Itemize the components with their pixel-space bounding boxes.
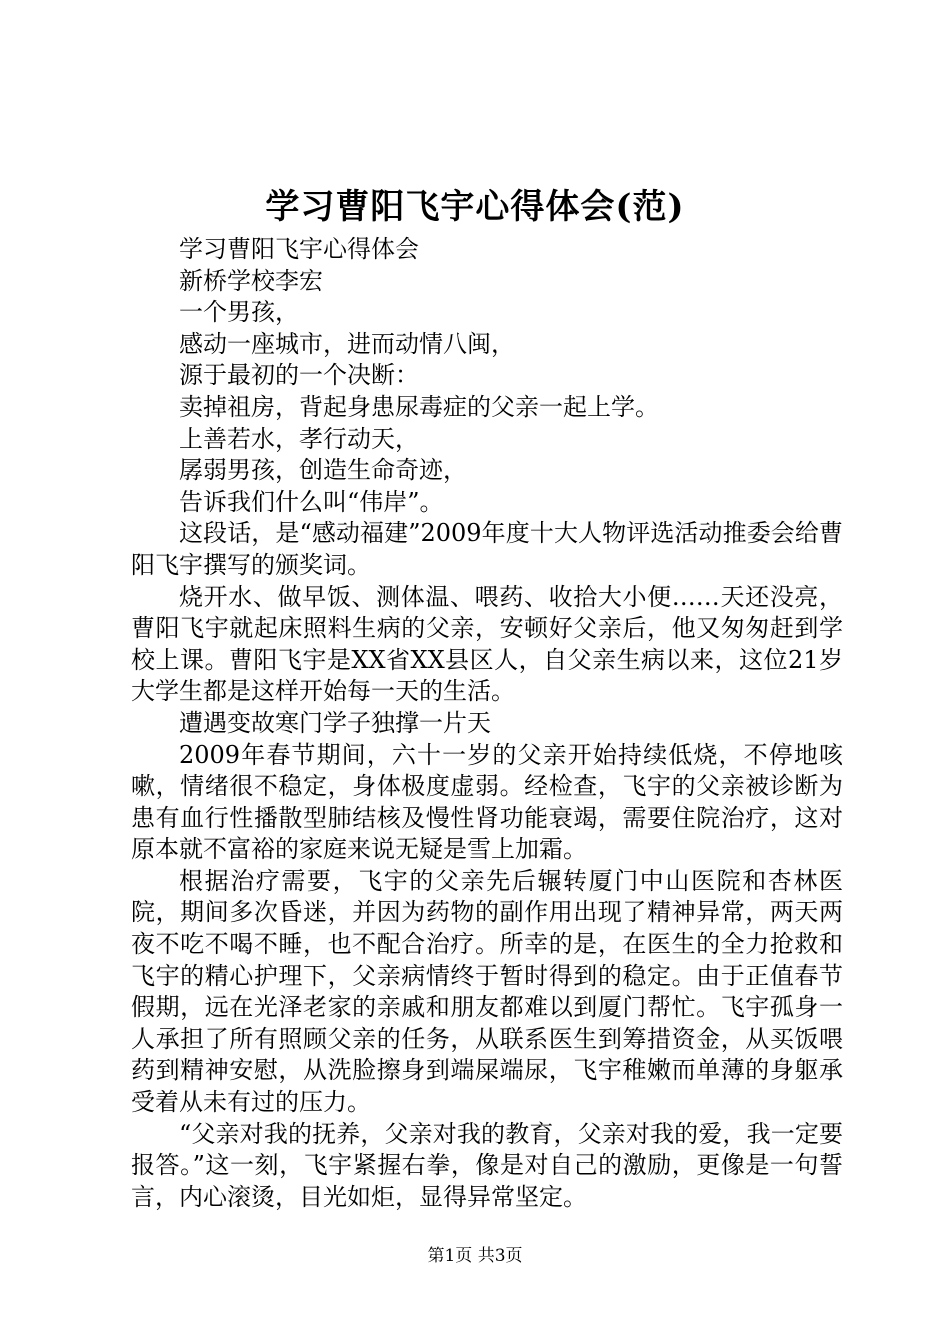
paragraph: 学习曹阳飞宇心得体会 [179, 235, 419, 263]
paragraph: 烧开水、做早饭、测体温、喂药、收拾大小便……天还没亮，曹阳飞宇就起床照料生病的父亲，安顿好父亲后，他又匆匆赶到学校上课。曹阳飞宇是XX省XX县区人，自父亲生病以来，这位21岁大学生都是这样开始每一天的生活。 [131, 582, 843, 706]
section-heading: 遭遇变故寒门学子独撑一片天 [179, 708, 491, 737]
paragraph: 根据治疗需要，飞宇的父亲先后辗转厦门中山医院和杏林医院，期间多次昏迷，并因为药物的副作用出现了精神异常，两天两夜不吃不喝不睡，也不配合治疗。所幸的是，在医生的全力抢救和飞宇的精心护理下，父亲病情终于暂时得到的稳定。由于正值春节假期，远在光泽老家的亲戚和朋友都难以到厦门帮忙。飞宇孤身一人承担了所有照顾父亲的任务，从联系医生到筹措资金，从买饭喂药到精神安慰，从洗脸擦身到端屎端尿，飞宇稚嫩而单薄的身躯承受着从未有过的压力。 [131, 866, 843, 1117]
paragraph: 孱弱男孩，创造生命奇迹， [179, 456, 467, 485]
paragraph: 源于最初的一个决断： [179, 361, 419, 390]
paragraph: 卖掉祖房，背起身患尿毒症的父亲一起上学。 [179, 392, 659, 421]
paragraph: 感动一座城市，进而动情八闽， [179, 329, 515, 358]
paragraph: 新桥学校李宏 [179, 266, 323, 295]
paragraph: 这段话，是“感动福建”2009年度十大人物评选活动推委会给曹阳飞宇撰写的颁奖词。 [131, 519, 843, 579]
paragraph: 一个男孩， [179, 298, 299, 327]
document-body [131, 234, 843, 1213]
paragraph: 告诉我们什么叫“伟岸”。 [179, 487, 444, 516]
paragraph: “父亲对我的抚养，父亲对我的教育，父亲对我的爱，我一定要报答。”这一刻，飞宇紧握右拳，像是对自己的激励，更像是一句誓言，内心滚烫，目光如炬，显得异常坚定。 [131, 1119, 843, 1211]
page-footer: 第1页 共3页 [427, 1246, 523, 1266]
paragraph: 上善若水，孝行动天， [179, 424, 419, 453]
document-title: 学习曹阳飞宇心得体会(范) [265, 187, 685, 227]
paragraph: 2009年春节期间，六十一岁的父亲开始持续低烧，不停地咳嗽，情绪很不稳定，身体极度虚弱。经检查，飞宇的父亲被诊断为患有血行性播散型肺结核及慢性肾功能衰竭，需要住院治疗，这对原本就不富裕的家庭来说无疑是雪上加霜。 [131, 740, 843, 864]
